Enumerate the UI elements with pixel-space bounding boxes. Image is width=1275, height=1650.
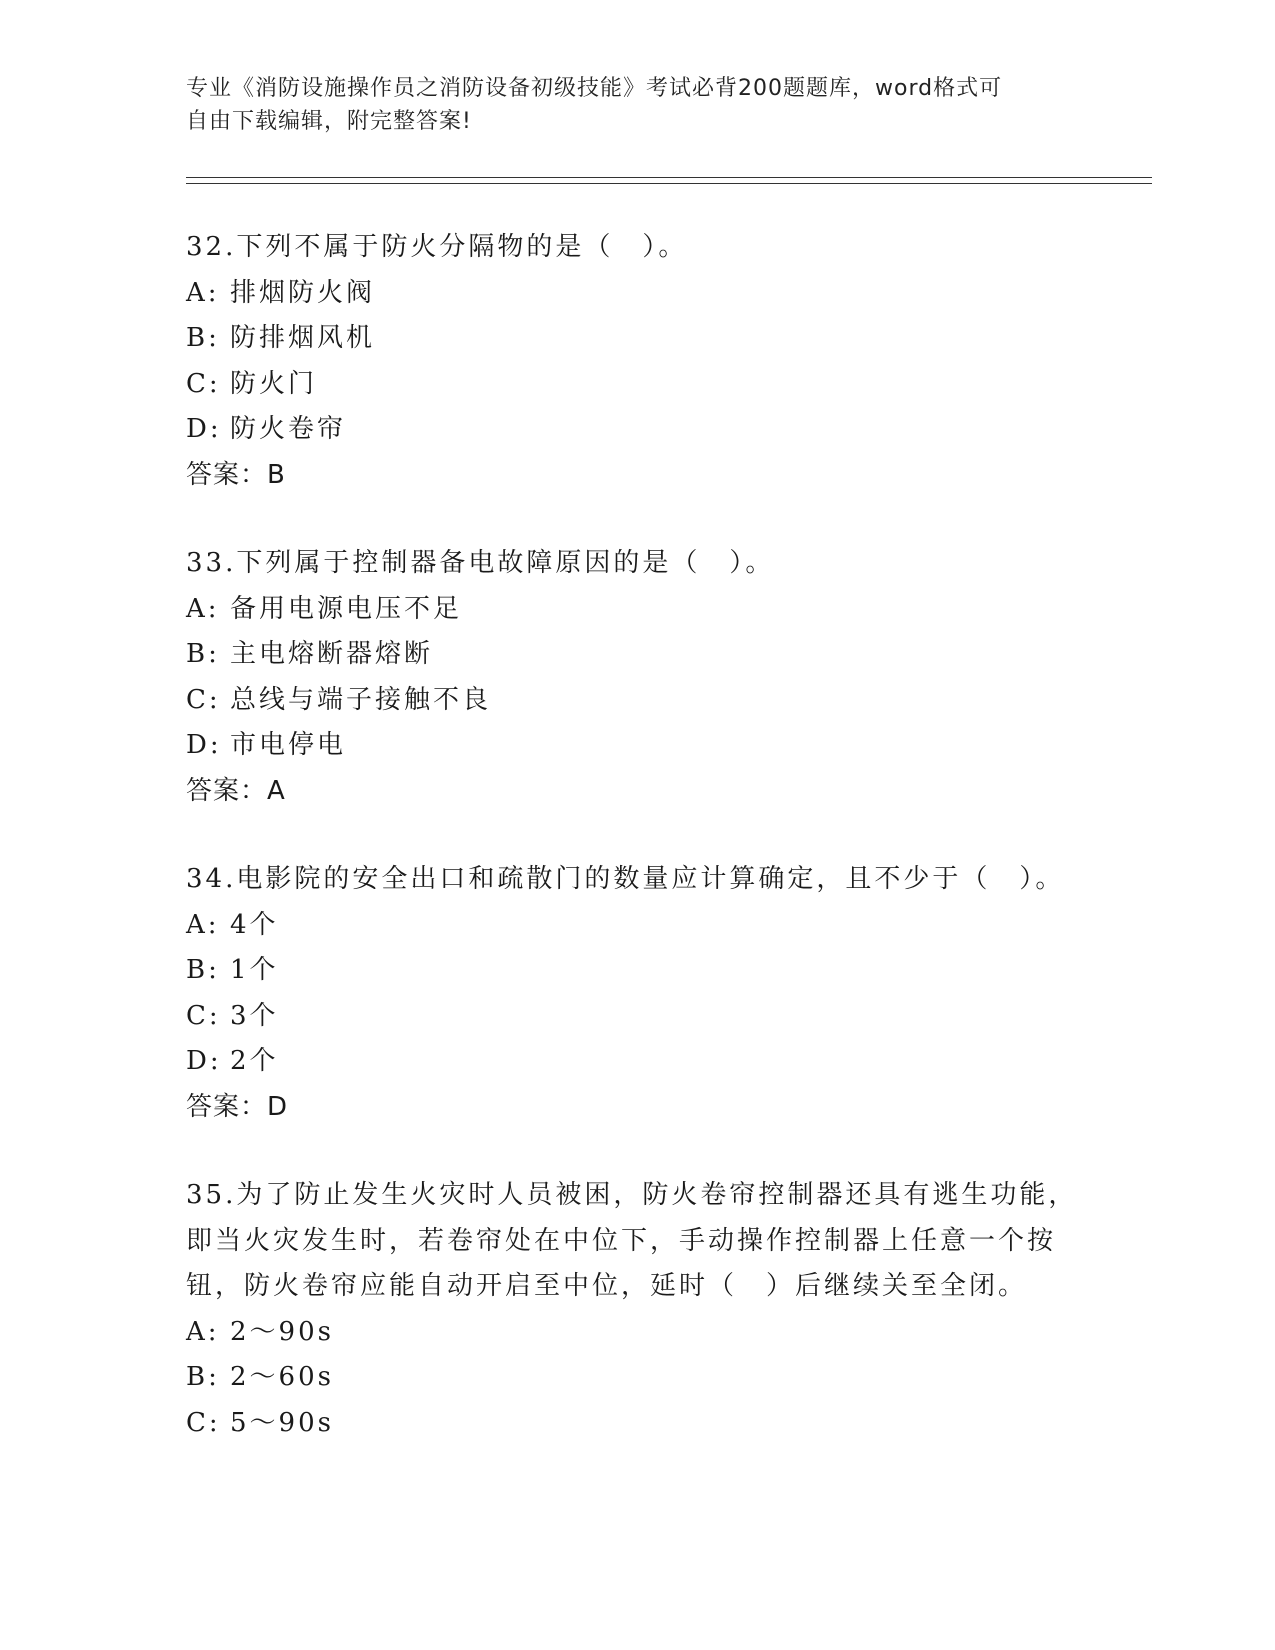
question-stem: 34.电影院的安全出口和疏散门的数量应计算确定，且不少于（ ）。 (186, 864, 1065, 894)
question-stem: 32.下列不属于防火分隔物的是（ ）。 (186, 232, 688, 262)
option-d (186, 723, 1086, 769)
option-c (186, 994, 1086, 1040)
option-a (186, 587, 1086, 633)
option-d (186, 407, 1086, 453)
option-letter: D: (186, 730, 222, 760)
option-text: 主电熔断器熔断 (230, 639, 434, 669)
option-letter: A: (186, 277, 220, 308)
option-text: 5～90s (230, 1407, 334, 1438)
option-a (186, 903, 1086, 949)
option-letter: C: (186, 368, 221, 399)
header-line-1: 专业《消防设施操作员之消防设备初级技能》考试必背200题题库，word格式可 (186, 76, 1003, 101)
option-letter: A: (186, 909, 220, 940)
option-letter: A: (186, 1316, 220, 1347)
option-text: 排烟防火阀 (230, 277, 376, 308)
option-text: 3个 (230, 1000, 279, 1031)
option-b (186, 948, 1086, 994)
option-text: 防排烟风机 (230, 323, 376, 353)
answer-label: 答案：A (186, 775, 286, 806)
option-b (186, 1355, 1086, 1401)
option-text: 4个 (230, 909, 279, 940)
question-stem (186, 1173, 1078, 1310)
option-c (186, 678, 1086, 724)
header-line-2: 自由下载编辑，附完整答案! (186, 109, 472, 134)
option-text: 防火卷帘 (230, 414, 347, 444)
option-letter: C: (186, 1407, 221, 1438)
header-divider-bottom (186, 183, 1152, 184)
option-letter: B: (186, 955, 220, 985)
answer-label: 答案：B (186, 459, 286, 490)
option-text: 防火门 (230, 368, 318, 399)
option-letter: C: (186, 684, 221, 715)
question-34 (186, 857, 1086, 1130)
document-header (186, 72, 1066, 138)
header-divider-top (186, 177, 1152, 178)
option-letter: D: (186, 1046, 222, 1076)
option-text: 总线与端子接触不良 (230, 684, 492, 715)
option-a (186, 1310, 1086, 1356)
option-text: 2个 (230, 1046, 279, 1076)
question-stem-line: 35.为了防止发生火灾时人员被困，防火卷帘控制器还具有逃生功能， (186, 1180, 1078, 1210)
question-35 (186, 1173, 1086, 1446)
option-a (186, 271, 1086, 317)
option-d (186, 1039, 1086, 1085)
option-text: 备用电源电压不足 (230, 593, 463, 624)
option-text: 市电停电 (230, 730, 347, 760)
option-text: 1个 (230, 955, 279, 985)
option-c (186, 1401, 1086, 1447)
question-stem-line: 即当火灾发生时，若卷帘处在中位下，手动操作控制器上任意一个按 (186, 1225, 1057, 1256)
question-32 (186, 225, 1086, 498)
answer-label: 答案：D (186, 1091, 289, 1122)
option-text: 2～90s (230, 1316, 334, 1347)
question-33 (186, 541, 1086, 814)
option-letter: B: (186, 323, 220, 353)
option-letter: D: (186, 414, 222, 444)
option-b (186, 316, 1086, 362)
option-text: 2～60s (230, 1362, 334, 1392)
option-c (186, 362, 1086, 408)
question-stem: 33.下列属于控制器备电故障原因的是（ ）。 (186, 548, 775, 578)
option-b (186, 632, 1086, 678)
option-letter: B: (186, 639, 220, 669)
option-letter: C: (186, 1000, 221, 1031)
option-letter: B: (186, 1362, 220, 1392)
option-letter: A: (186, 593, 220, 624)
question-stem-line: 钮，防火卷帘应能自动开启至中位，延时（ ）后继续关至全闭。 (186, 1271, 1028, 1301)
